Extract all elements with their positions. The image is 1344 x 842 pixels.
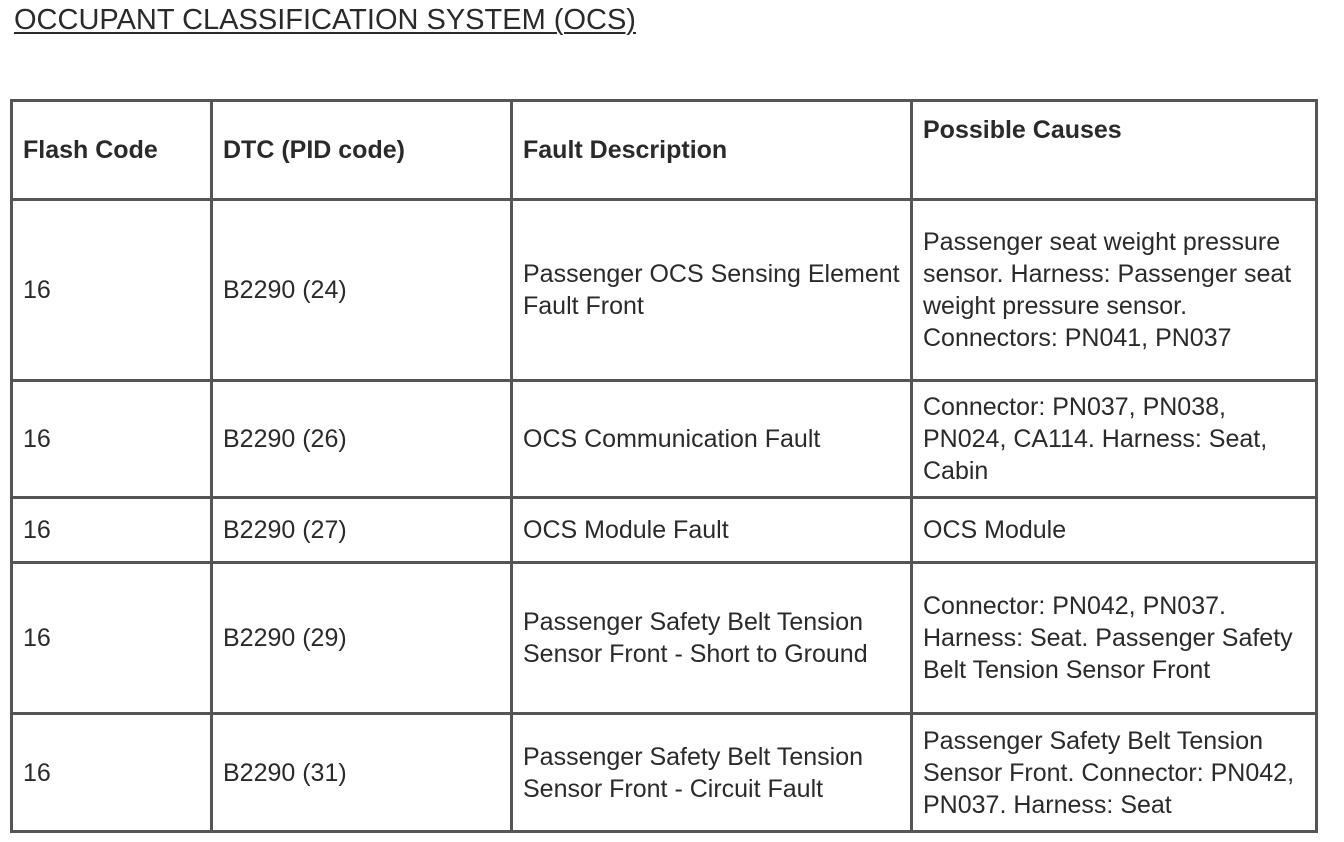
flash-code-cell: 16: [12, 498, 212, 563]
dtc-cell: B2290 (24): [212, 200, 512, 381]
possible-causes-cell: Connector: PN042, PN037. Harness: Seat. Passenger Safety Belt Tension Sensor Front: [912, 563, 1317, 714]
header-possible-causes: Possible Causes: [912, 101, 1317, 200]
table-header-row: [12, 101, 1317, 200]
possible-causes-cell: Connector: PN037, PN038, PN024, CA114. Harness: Seat, Cabin: [912, 381, 1317, 498]
header-fault-description: Fault Description: [512, 101, 912, 200]
possible-causes-cell: Passenger Safety Belt Tension Sensor Front. Connector: PN042, PN037. Harness: Seat: [912, 714, 1317, 832]
dtc-table: [10, 99, 1318, 833]
header-flash-code: Flash Code: [12, 101, 212, 200]
table-row: [12, 563, 1317, 714]
dtc-cell: B2290 (26): [212, 381, 512, 498]
table-row: [12, 498, 1317, 563]
dtc-cell: B2290 (31): [212, 714, 512, 832]
header-dtc: DTC (PID code): [212, 101, 512, 200]
table-row: [12, 381, 1317, 498]
table-row: [12, 714, 1317, 832]
fault-description-cell: Passenger Safety Belt Tension Sensor Front - Circuit Fault: [512, 714, 912, 832]
table-row: [12, 200, 1317, 381]
fault-description-cell: OCS Module Fault: [512, 498, 912, 563]
possible-causes-cell: OCS Module: [912, 498, 1317, 563]
flash-code-cell: 16: [12, 381, 212, 498]
dtc-cell: B2290 (29): [212, 563, 512, 714]
flash-code-cell: 16: [12, 200, 212, 381]
flash-code-cell: 16: [12, 714, 212, 832]
flash-code-cell: 16: [12, 563, 212, 714]
fault-description-cell: Passenger Safety Belt Tension Sensor Front - Short to Ground: [512, 563, 912, 714]
dtc-cell: B2290 (27): [212, 498, 512, 563]
fault-description-cell: OCS Communication Fault: [512, 381, 912, 498]
possible-causes-cell: Passenger seat weight pressure sensor. Harness: Passenger seat weight pressure sensor. Connectors: PN041, PN037: [912, 200, 1317, 381]
page-title: OCCUPANT CLASSIFICATION SYSTEM (OCS): [14, 4, 636, 36]
fault-description-cell: Passenger OCS Sensing Element Fault Front: [512, 200, 912, 381]
